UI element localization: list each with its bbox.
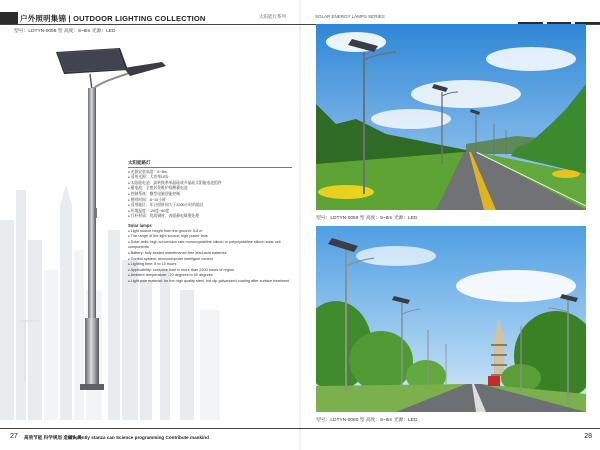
- series-title-cn: 太阳能灯系列: [259, 14, 286, 19]
- spec-title-en: Solar lamps: [128, 222, 152, 228]
- footer-slogan-cn: 高效节能 科学规划 造福人类: [24, 435, 82, 440]
- solar-panel-icon: [56, 48, 128, 90]
- spec-item: ● 适用地区：年日照时间大于2200小时的地区: [128, 203, 292, 209]
- header-rule: [0, 24, 300, 25]
- spec-title-cn: 太阳能路灯: [128, 160, 292, 168]
- spec-item: ● 光源安装高度：5~8m: [128, 170, 292, 176]
- spec-item: ● The range of the light source: high power leds: [128, 234, 292, 240]
- spec-item: ● Battery: fully sealed maintenance-free lead-acid batteries: [128, 251, 292, 257]
- model-label-0058: 型号：LDTYN-0058 型 高度：5~8m 光源：LED: [14, 29, 116, 34]
- page-number-right: 28: [584, 433, 592, 440]
- left-page-header: [0, 12, 300, 25]
- spec-item: ● 照明时间：8~10小时: [128, 198, 292, 204]
- spec-item: ● Light pole material: for the high quality steel, hot dip galvanized coating after surface treatment: [128, 279, 292, 285]
- footer-rule-right: [300, 428, 600, 429]
- lamp-head-icon: [124, 62, 166, 76]
- spec-item: ● 适用光源：大功率LED: [128, 175, 292, 181]
- spec-item: ● 太阳能电池：高转换率单晶硅或多晶硅太阳能电池组件: [128, 181, 292, 187]
- page-number-left: 27: [10, 433, 18, 440]
- caption-0059: 型号：LDTYN-0059 型 高度：5~8m 光源：LED: [316, 216, 418, 221]
- spec-item: ● Solar cells: high conversion rate monocrystalline silicon or polycrystalline silicon solar cell components: [128, 240, 292, 251]
- catalog-title: 户外照明集锦 | OUTDOOR LIGHTING COLLECTION: [20, 14, 206, 23]
- spec-item: ● 控制系统：微型电脑智能控制: [128, 192, 292, 198]
- spec-item: ● 灯杆材质：优质钢材，表面静电喷塑处理: [128, 214, 292, 220]
- photo-pagoda-avenue-0060: [316, 226, 586, 412]
- spec-item: ● Ambient temperature: -20 degrees to 60 degrees: [128, 273, 292, 279]
- photo-road-lamps-0059: [316, 24, 586, 210]
- footer-rule-left: [0, 428, 300, 429]
- spec-sheet: [128, 160, 292, 284]
- spec-item: ● Control system: microcomputer intelligent control: [128, 257, 292, 263]
- spec-list-cn: [128, 170, 292, 220]
- caption-0060: 型号：LDTYN-0060 型 高度：5~8m 光源：LED: [316, 418, 418, 423]
- spec-item: ● Lighting time: 8 to 10 hours: [128, 262, 292, 268]
- spec-list-en: [128, 229, 292, 285]
- spec-item: ● 蓄电池：全密封免维护铅酸蓄电池: [128, 186, 292, 192]
- page-fold: [299, 0, 301, 450]
- series-title-en: SOLAR ENERGY LAMPS SERIES: [315, 14, 385, 19]
- spec-item: ● Light source height from the ground: 5-8 m: [128, 229, 292, 235]
- footer-slogan-en: Efficiently stanza can Science programming Contribute mankind: [68, 435, 209, 440]
- spec-item: ● 环境温度：-20度~60度: [128, 209, 292, 215]
- spec-item: ● Applicability: sunshine time is more than 2200 hours of region: [128, 268, 292, 274]
